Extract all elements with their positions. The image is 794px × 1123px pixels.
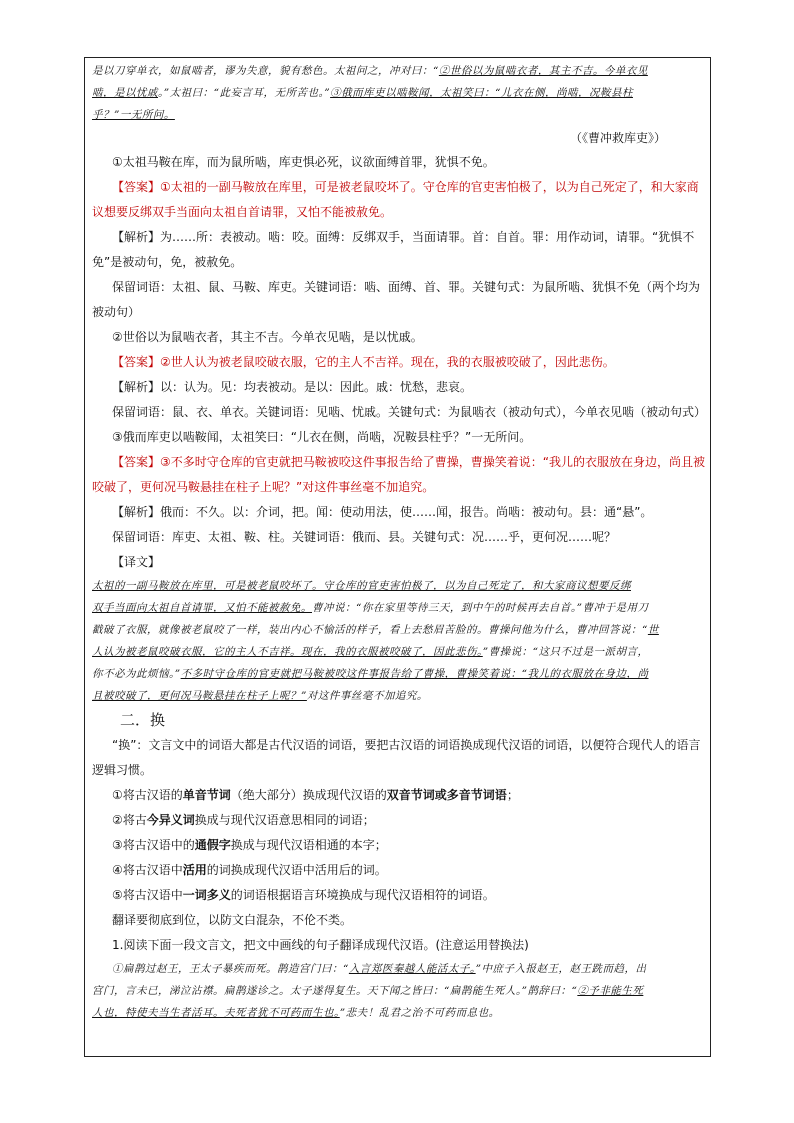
hand-underlined: ③俄而库吏以啮鞍闻，太祖笑曰：“儿衣在侧，尚啮，况鞍县柱 bbox=[330, 87, 633, 99]
rule-4: ④将古汉语中活用的词换成现代汉语中活用后的词。 bbox=[112, 863, 387, 877]
analysis-1: 【解析】为……所：表被动。啮：咬。面缚：反绑双手，当面请罪。首：自首。罪：用作动词，请罪。“犹惧不免”是被动句，免，被赦免。 bbox=[92, 230, 695, 269]
answer-3: 【答案】③不多时守仓库的官吏就把马鞍被咬这件事报告给了曹操，曹操笑着说：“我儿的衣服放在身边，尚且被咬破了，更何况马鞍悬挂在柱子上呢？”对这件事丝毫不加追究。 bbox=[92, 455, 705, 494]
hand-underlined: 啮，是以忧戚 bbox=[92, 87, 158, 99]
hand-text: ”中庶子入报赵王，赵王跣而趋，出 bbox=[475, 963, 647, 975]
rule-5: ⑤将古汉语中一词多义的词语根据语言环境换成与现代汉语相符的词语。 bbox=[112, 888, 495, 902]
hand-text: 你不必为此烦恼。” bbox=[92, 668, 181, 680]
keywords-3: 保留词语：库吏、太祖、鞍、柱。关键词语：俄而、县。关键句式：况……乎，更何况……呢？ bbox=[112, 530, 617, 544]
hand-underlined: ②予非能生死 bbox=[577, 985, 644, 997]
hand-text: ”悲夫！乱君之治不可药而息也。 bbox=[339, 1007, 500, 1019]
sentence-3: ③俄而库吏以啮鞍闻，太祖笑曰：“儿衣在侧，尚啮，况鞍县柱乎？”一无所问。 bbox=[112, 430, 532, 444]
hand-underlined: 太祖的一副马鞍放在库里，可是被老鼠咬坏了。守仓库的官吏害怕极了，以为自己死定了，和大家商议想要反绑 bbox=[92, 580, 631, 592]
hand-text: ①扁鹊过赵王，王太子暴疾而死。鹊造宫门曰：“ bbox=[112, 963, 349, 975]
hand-text: 戳破了衣服，就像被老鼠咬了一样，装出内心不愉活的样子，看上去愁眉苦脸的。曹操问他为什么，曹冲回答说：“ bbox=[92, 624, 648, 636]
rule-2: ②将古今异义词换成与现代汉语意思相同的词语； bbox=[112, 813, 375, 827]
handwritten-passage-bottom bbox=[92, 958, 706, 1024]
hand-underlined: 入言郑医秦越人能活太子。 bbox=[348, 963, 476, 975]
hand-underlined: 世 bbox=[647, 624, 659, 636]
hand-text: 宫门，言未已，涕泣沾襟。扁鹊遂诊之。太子遂得复生。天下闻之皆曰：“扁鹊能生死人。”鹊辞曰：“ bbox=[92, 985, 578, 997]
handwritten-translation bbox=[92, 575, 706, 707]
hand-underlined: 人也，特使夫当生者活耳。夫死者犹不可药而生也。 bbox=[92, 1007, 340, 1019]
hand-text: 是以刀穿单衣，如鼠啮者，谬为失意，貌有愁色。太祖问之，冲对曰：“ bbox=[92, 65, 439, 77]
keywords-1: 保留词语：太祖、鼠、马鞍、库吏。关键词语：啮、面缚、首、罪。关键句式：为鼠所啮、犹惧不免（两个均为被动句） bbox=[92, 280, 701, 319]
hand-text: ”曹操说：“这只不过是一派胡言， bbox=[482, 646, 649, 658]
hand-text: 对这件事丝毫不加追究。 bbox=[306, 690, 428, 702]
answer-2: 【答案】②世人认为被老鼠咬破衣服，它的主人不吉祥。现在，我的衣服被咬破了，因此悲伤。 bbox=[112, 355, 615, 369]
sentence-1: ①太祖马鞍在库，而为鼠所啮，库吏惧必死，议欲面缚首罪，犹惧不免。 bbox=[112, 155, 495, 169]
hand-underlined: 且被咬破了，更何况马鞍悬挂在柱子上呢？” bbox=[92, 690, 307, 702]
source-citation: （《曹冲救库吏》） bbox=[569, 131, 666, 145]
translation-heading: 【译文】 bbox=[112, 555, 161, 569]
keywords-2: 保留词语：鼠、衣、单衣。关键词语：见啮、忧戚。关键句式：为鼠啮衣（被动句式），今单衣见啮（被动句式） bbox=[112, 405, 707, 419]
hand-underlined: 人认为被老鼠咬破衣服，它的主人不吉祥。现在，我的衣服被咬破了，因此悲伤。 bbox=[92, 646, 483, 658]
hand-underlined: 双手当面向太祖自首请罪，又怕不能被赦免。 bbox=[92, 602, 312, 614]
answer-1: 【答案】①太祖的一副马鞍放在库里，可是被老鼠咬坏了。守仓库的官吏害怕极了，以为自己死定了，和大家商议想要反绑双手当面向太祖自首请罪，又怕不能被赦免。 bbox=[92, 180, 699, 219]
hand-text: 曹冲说：“你在家里等待三天，到中午的时候再去自首。”曹冲于是用刀 bbox=[312, 602, 649, 614]
rule-3: ③将古汉语中的通假字换成与现代汉语相通的本字； bbox=[112, 838, 387, 852]
hand-underlined: 乎？”一无所问。 bbox=[92, 109, 175, 121]
handwritten-passage-top bbox=[92, 60, 706, 126]
analysis-2: 【解析】以：认为。见：均表被动。是以：因此。戚：忧愁，悲哀。 bbox=[112, 380, 473, 394]
hand-underlined: ②世俗以为鼠啮衣者，其主不吉。今单衣见 bbox=[438, 65, 648, 77]
section-intro: “换”：文言文中的词语大都是古代汉语的词语，要把古汉语的词语换成现代汉语的词语，以便符合现代人的语言逻辑习惯。 bbox=[92, 738, 701, 777]
hand-underlined: 不多时守仓库的官吏就把马鞍被咬这件事报告给了曹操，曹操笑着说：“我儿的衣服放在身边，尚 bbox=[180, 668, 649, 680]
hand-text: 。”太祖曰：“此妄言耳，无所苦也。” bbox=[158, 87, 331, 99]
analysis-3: 【解析】俄而：不久。以：介词，把。闻：使动用法，使……闻，报告。尚啮：被动句。县：通“悬”。 bbox=[112, 505, 653, 519]
rule-1: ①将古汉语的单音节词（绝大部分）换成现代汉语的双音节词或多音节词语； bbox=[112, 788, 519, 802]
section-heading: 二．换 bbox=[120, 711, 166, 729]
translation-requirement: 翻译要彻底到位，以防文白混杂，不伦不类。 bbox=[112, 913, 353, 927]
sentence-2: ②世俗以为鼠啮衣者，其主不吉。今单衣见啮，是以忧戚。 bbox=[112, 330, 423, 344]
document-content bbox=[92, 60, 706, 1024]
exercise-prompt: 1.阅读下面一段文言文，把文中画线的句子翻译成现代汉语。(注意运用替换法) bbox=[112, 938, 529, 952]
